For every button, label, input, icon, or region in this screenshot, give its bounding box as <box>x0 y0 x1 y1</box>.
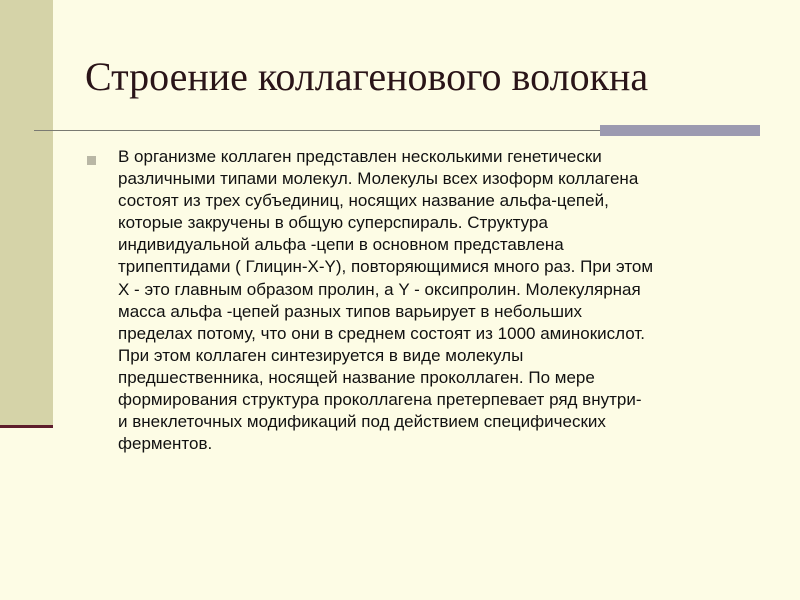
slide-body-text: В организме коллаген представлен несколькими генетически различными типами молекул. Молекулы всех изоформ коллагена состоят из трех субъединиц, носящих название альфа-цепей, которые закручены в общую суперспираль. Структура индивидуальной альфа -цепи в основном представлена трипептидами ( Глицин-X-Y), повторяющимися много раз. При этом X - это главным образом пролин, а Y - оксипролин. Молекулярная масса альфа -цепей разных типов варьирует в небольших пределах потому, что они в среднем состоят из 1000 аминокислот. При этом коллаген синтезируется в виде молекулы предшественника, носящей название проколлаген. По мере формирования структура проколлагена претерпевает ряд внутри- и внеклеточных модификаций под действием специфических ферментов. <box>118 147 654 454</box>
slide-title: Строение коллагенового волокна <box>85 54 649 99</box>
left-decorative-band <box>0 0 53 427</box>
square-bullet-icon <box>87 156 96 165</box>
title-accent-bar <box>600 125 760 136</box>
title-divider-line <box>34 130 600 131</box>
left-band-accent-rule <box>0 425 53 428</box>
